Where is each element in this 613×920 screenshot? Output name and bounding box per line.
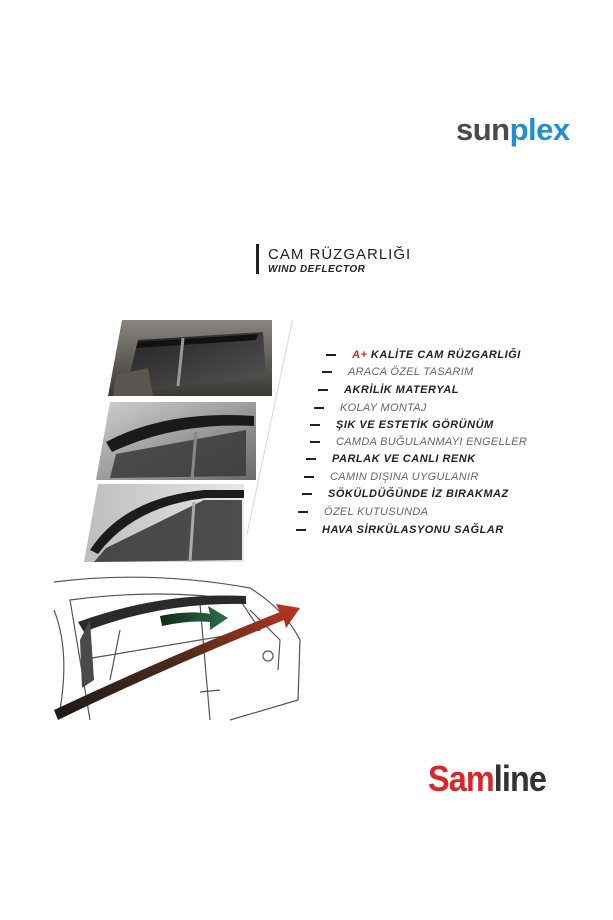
feature-item: ÖZEL KUTUSUNDA — [298, 506, 428, 519]
product-photo-3 — [84, 484, 244, 562]
sunplex-logo — [456, 112, 570, 148]
dash-marker — [304, 476, 314, 478]
logo-part-plex: plex — [509, 112, 570, 147]
feature-item: CAMDA BUĞULANMAYI ENGELLER — [310, 436, 527, 449]
title-accent-bar — [256, 244, 259, 274]
feature-item: ŞIK VE ESTETİK GÖRÜNÜM — [310, 419, 494, 432]
feature-item: PARLAK VE CANLI RENK — [306, 453, 476, 466]
feature-item: ARACA ÖZEL TASARIM — [322, 366, 474, 379]
dash-marker — [302, 493, 312, 495]
dash-marker — [296, 529, 306, 531]
feature-item: A+ KALİTE CAM RÜZGARLIĞI — [326, 349, 521, 362]
car-airflow-illustration — [50, 570, 310, 722]
dash-marker — [322, 371, 332, 373]
logo-part-sam: Sam — [428, 758, 494, 799]
dash-marker — [318, 389, 328, 391]
dash-marker — [314, 407, 324, 409]
feature-item: SÖKÜLDÜĞÜNDE İZ BIRAKMAZ — [302, 488, 509, 501]
dash-marker — [326, 354, 336, 356]
feature-item: KOLAY MONTAJ — [314, 402, 427, 415]
feature-item: CAMIN DIŞINA UYGULANIR — [304, 471, 479, 484]
product-photo-2 — [96, 402, 256, 480]
dash-marker — [310, 441, 320, 443]
feature-item: HAVA SİRKÜLASYONU SAĞLAR — [296, 524, 504, 537]
feature-item: AKRİLİK MATERYAL — [318, 384, 459, 397]
samline-logo — [428, 758, 546, 800]
dash-marker — [306, 458, 316, 460]
dash-marker — [298, 511, 308, 513]
page-title: CAM RÜZGARLIĞI — [268, 246, 412, 263]
logo-part-sun: sun — [456, 112, 510, 147]
dash-marker — [310, 424, 320, 426]
page-subtitle: WIND DEFLECTOR — [268, 264, 366, 275]
logo-part-line: line — [493, 758, 546, 799]
product-photo-1 — [108, 320, 272, 396]
